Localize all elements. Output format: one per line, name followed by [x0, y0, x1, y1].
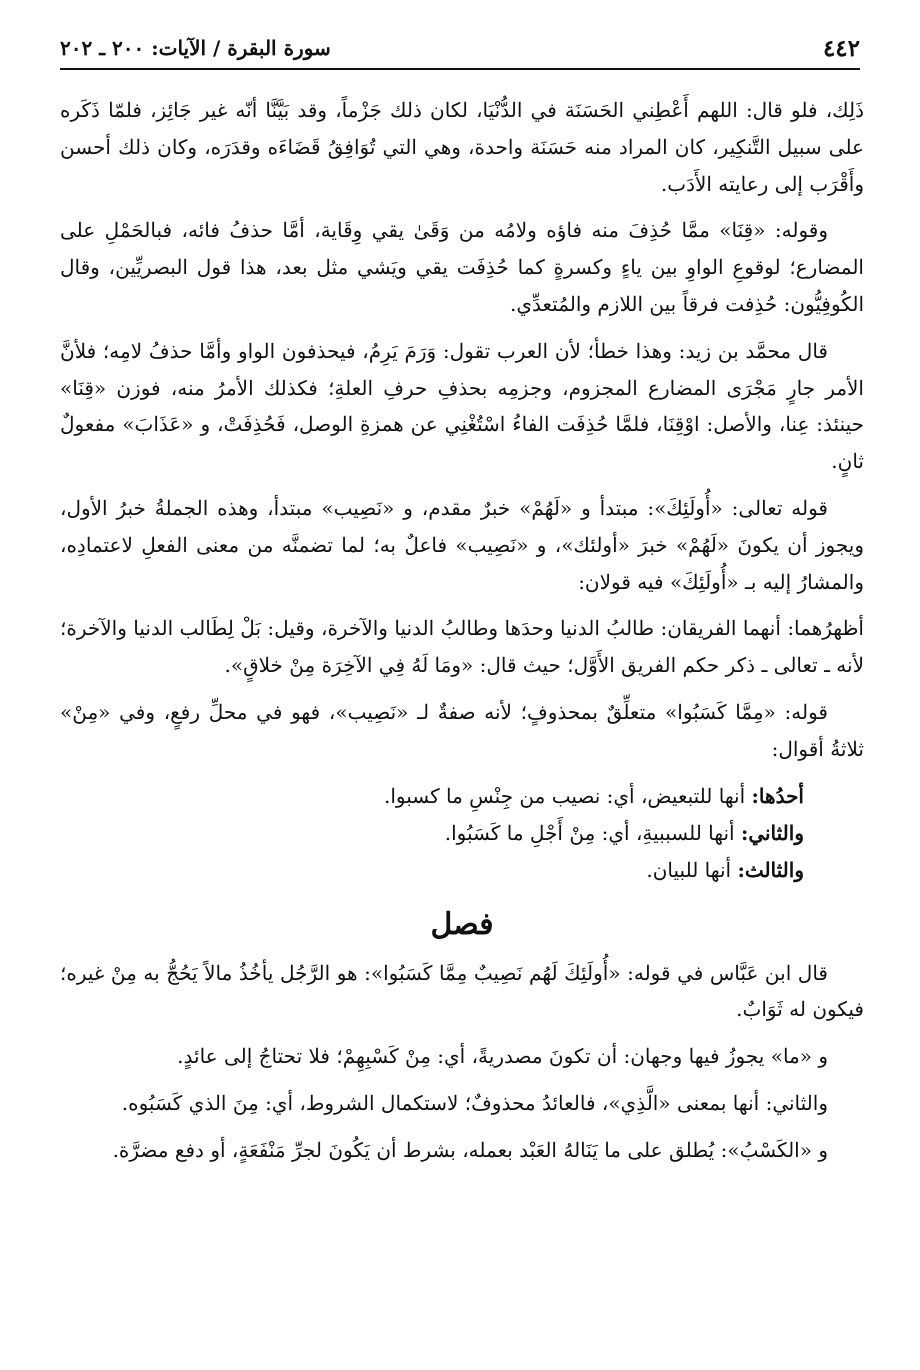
paragraph: أظهرُهما: أنهما الفريقان: طالبُ الدنيا وحدَها وطالبُ الدنيا والآخرة، وقيل: بَلْ لِطَالب الدنيا والآخرة؛ لأنه ـ تعالى ـ ذكر حكم الفريق الأَوَّل؛ حيث قال: «ومَا لَهُ فِي الآخِرَة مِنْ خلاقٍ». — [60, 616, 864, 678]
paragraph: والثاني: أنها بمعنى «الَّذِي»، فالعائدُ محذوفٌ؛ لاستكمال الشروط، أي: مِنَ الذي كَسَبُوه. — [121, 1090, 828, 1115]
paragraph: ذَلِك، فلو قال: اللهم أَعْطِني الحَسَنَة في الدُّنْيَا، لكان ذلك جَزْماً، وقد بَيَّنَّا أنّه غير جَائِز، فلمّا ذَكَره على سبيل التَّنكِير، كان المراد منه حَسَنَة واحدة، وهي التي تُوَافِقُ قَضَاءَه وقدَرَه، وكان ذلك أحسن وأَقْرَب إلى رعايته الأَدَب. — [60, 98, 864, 196]
list-item-text: أنها للتبعيض، أي: نصيب من جِنْسِ ما كسبوا. — [384, 783, 746, 808]
paragraph: وقوله: «قِنَا» ممَّا حُذِفَ منه فاؤه ولامُه من وَقَىٰ يقي وِقَاية، أمَّا حذفُ فائه، فبالحَمْلِ على المضارع؛ لوقوعِ الواوِ بين ياءٍ وكسرةٍ كما حُذِفَت يقي ويَشي مثل بعد، هذا قول البصريِّين، وقال الكُوفِيُّون: حُذِفت فرقاً بين اللازم والمُتعدِّي. — [60, 218, 864, 316]
list-item-label: والثالث: — [737, 857, 804, 882]
page-header — [60, 28, 860, 70]
paragraph: قوله تعالى: «أُولَئِكَ»: مبتدأ و «لَهُمْ» خبرٌ مقدم، و «نَصِيب» مبتدأ، وهذه الجملةُ خبرُ الأول، ويجوز أن يكونَ «لَهُمْ» خبرَ «أولئك»، و «نَصِيب» فاعلٌ به؛ لما تضمنَّه من معنى الفعلِ لاعتمادِه، والمشارُ إليه بـ «أُولَئِكَ» فيه قولان: — [60, 495, 865, 594]
section-heading: فصل — [430, 906, 494, 942]
paragraph: قال ابن عَبَّاس في قوله: «أُولَئِكَ لَهُم نَصِيبٌ مِمَّا كَسَبُوا»: هو الرَّجُل يأخُذُ مالاً يَحُجُّ به مِنْ غيره؛ فيكون له ثَوَابٌ. — [60, 960, 864, 1022]
running-title: سورة البقرة / الآيات: ٢٠٠ ـ ٢٠٢ — [60, 36, 331, 60]
paragraph: قال محمَّد بن زيد: وهذا خطأ؛ لأن العرب تقول: وَرَمَ يَرِمُ، فيحذفون الواو وأمَّا حذفُ لامِه؛ فلأنَّ الأمر جارٍ مَجْرَى المضارع المجزوم، وجزمِه بحذفِ حرفِ العلةِ؛ فكذلك الأمرُ منه، فوزن «قِنَا» حينئذ: عِنا، والأصل: اوْقِنَا، فلمَّا حُذِفَت الفاءُ اسْتُغْنِي عن همزةِ الوصل، فَحُذِفَتْ، و «عَذَابَ» مفعولٌ ثانٍ. — [60, 338, 864, 474]
list-item-label: والثاني: — [740, 820, 804, 845]
page-body — [60, 92, 864, 1179]
list-item — [60, 815, 864, 852]
list-item-text: أنها للبيان. — [646, 857, 732, 882]
list-item — [60, 778, 864, 815]
page-number: ٤٤٢ — [822, 34, 860, 62]
list-item-label: أحدُها: — [751, 783, 804, 808]
paragraph: و «الكَسْبُ»: يُطلق على ما يَنَالهُ العَبْد بعمله، بشرط أن يَكُونَ لجرِّ مَنْفَعَةٍ، أو دفع مضرَّة. — [112, 1137, 828, 1162]
list-item-text: أنها للسببيةِ، أي: مِنْ أَجْلِ ما كَسَبُوا. — [444, 820, 735, 845]
list-item — [60, 852, 864, 889]
paragraph: قوله: «مِمَّا كَسَبُوا» متعلِّقٌ بمحذوفٍ؛ لأنه صفةٌ لـ «نَصِيب»، فهو في محلِّ رفعٍ، وفي «مِنْ» ثلاثةُ أقوال: — [60, 699, 864, 761]
paragraph: و «ما» يجوزُ فيها وجهان: أن تكونَ مصدريةً، أي: مِنْ كَسْبِهِمْ؛ فلا تحتاجُ إلى عائدٍ. — [177, 1044, 828, 1069]
opinions-list — [60, 778, 864, 889]
